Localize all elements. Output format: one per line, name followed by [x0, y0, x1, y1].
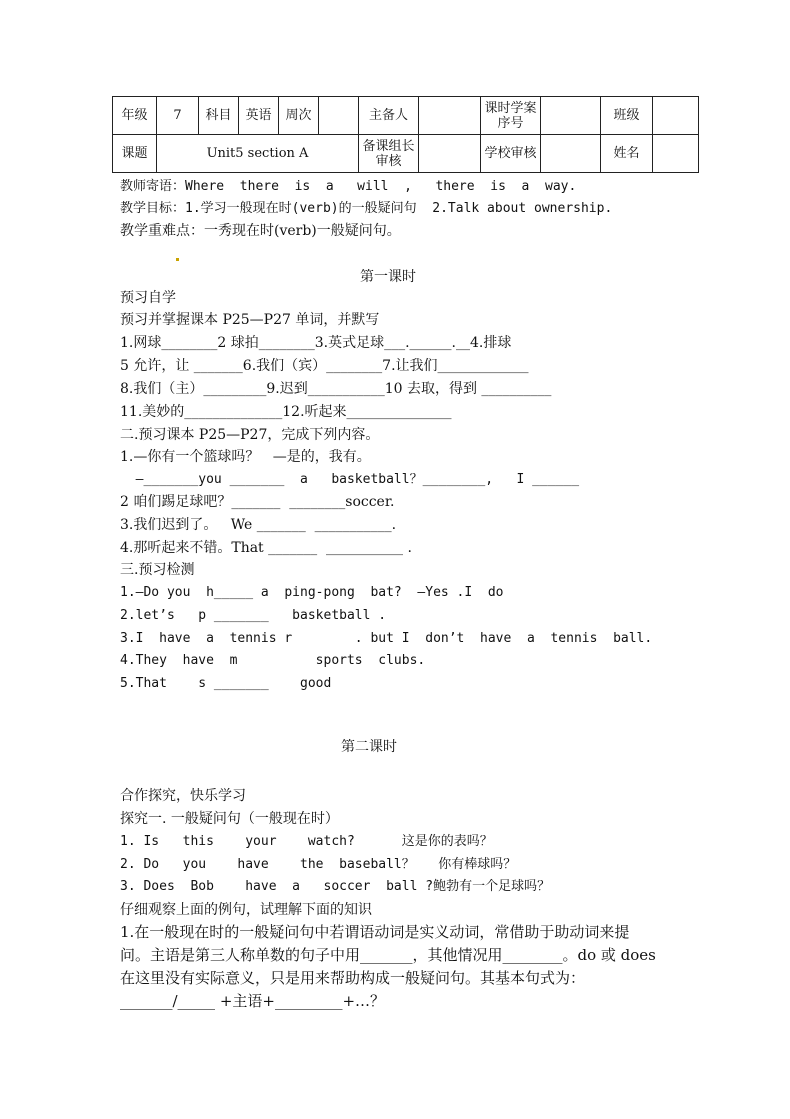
vocab-line: 1.网球________2 球拍________3.英式足球___.______.__4.排球	[120, 335, 512, 351]
observe-instruction: 仔细观察上面的例句，试理解下面的知识	[120, 902, 372, 918]
grade-value: 7	[157, 97, 199, 135]
part2-line: 1.—你有一个篮球吗？ —是的，我有。	[120, 449, 371, 465]
name-label: 姓名	[601, 135, 653, 173]
part2-line: 3.我们迟到了。 We _______ ___________.	[120, 517, 397, 533]
rule-line: 问。主语是第三人称单数的句子中用_______，其他情况用________。do 或 does	[120, 946, 656, 964]
subject-label: 科目	[199, 97, 239, 135]
vocab-line: 11.美妙的______________12.听起来_______________	[120, 404, 452, 420]
week-label: 周次	[279, 97, 319, 135]
preparer-label: 主备人	[359, 97, 419, 135]
part2-line: —_______you _______ a basketball？________, I ______	[120, 472, 580, 487]
part3-line: 2.let’s p _______ basketball .	[120, 608, 387, 623]
example-line: 1. Is this your watch? 这是你的表吗？	[120, 834, 493, 849]
part3-line: 4.They have m sports clubs.	[120, 653, 426, 668]
rule-line: 1.在一般现在时的一般疑问句中若谓语动词是实义动词，常借助于助动词来提	[120, 923, 630, 941]
rule-line: _______/_____ +主语+_________+…？	[120, 992, 386, 1010]
group-review-label: 备课组长审核	[359, 135, 419, 173]
key-points: 教学重难点：一秀现在时(verb)一般疑问句。	[120, 223, 401, 239]
lesson1-title: 第一课时	[360, 269, 416, 285]
preparer-value	[419, 97, 481, 135]
subject-value: 英语	[239, 97, 279, 135]
vocab-line: 5 允许，让 _______6.我们（宾）________7.让我们_____________	[120, 358, 529, 374]
teaching-goals: 教学目标：1.学习一般现在时(verb)的一般疑问句 2.Talk about ownership.	[120, 201, 613, 216]
part2-line: 2 咱们踢足球吧？_______ ________soccer.	[120, 494, 395, 510]
part3-heading: 三.预习检测	[120, 562, 195, 578]
class-value	[653, 97, 699, 135]
part2-heading: 二.预习课本 P25—P27，完成下列内容。	[120, 427, 380, 443]
vocab-line: 8.我们（主）_________9.迟到___________10 去取，得到 __________	[120, 381, 552, 397]
rule-line: 在这里没有实际意义，只是用来帮助构成一般疑问句。其基本句式为：	[120, 969, 586, 987]
plan-number-label: 课时学案序号	[481, 97, 541, 135]
part3-line: 5.That s _______ good	[120, 676, 332, 691]
header-table	[112, 96, 699, 173]
topic-label: 课题	[113, 135, 157, 173]
example-line: 2. Do you have the baseball？ 你有棒球吗？	[120, 857, 517, 872]
lesson2-title: 第二课时	[341, 739, 397, 755]
part3-line: 1.—Do you h_____ a ping-pong bat? —Yes .I do	[120, 585, 504, 600]
lesson1-instruction: 预习并掌握课本 P25—P27 单词，并默写	[120, 312, 380, 328]
plan-number-value	[541, 97, 601, 135]
teacher-motto: 教师寄语：Where there is a will , there is a way.	[120, 179, 577, 194]
school-review-value	[541, 135, 601, 173]
part3-line: 3.I have a tennis r . but I don’t have a tennis ball.	[120, 631, 653, 646]
week-value	[319, 97, 359, 135]
lesson2-heading: 合作探究，快乐学习	[120, 788, 246, 804]
class-label: 班级	[601, 97, 653, 135]
grade-label: 年级	[113, 97, 157, 135]
explore-heading: 探究一. 一般疑问句（一般现在时）	[120, 811, 339, 827]
name-value	[653, 135, 699, 173]
group-review-value	[419, 135, 481, 173]
part2-line: 4.那听起来不错。That _______ ___________ .	[120, 540, 412, 556]
stray-mark	[176, 258, 179, 261]
example-line: 3. Does Bob have a soccer ball ?鲍勃有一个足球吗？	[120, 879, 551, 894]
lesson1-heading: 预习自学	[120, 290, 176, 306]
school-review-label: 学校审核	[481, 135, 541, 173]
topic-value: Unit5 section A	[157, 135, 359, 173]
